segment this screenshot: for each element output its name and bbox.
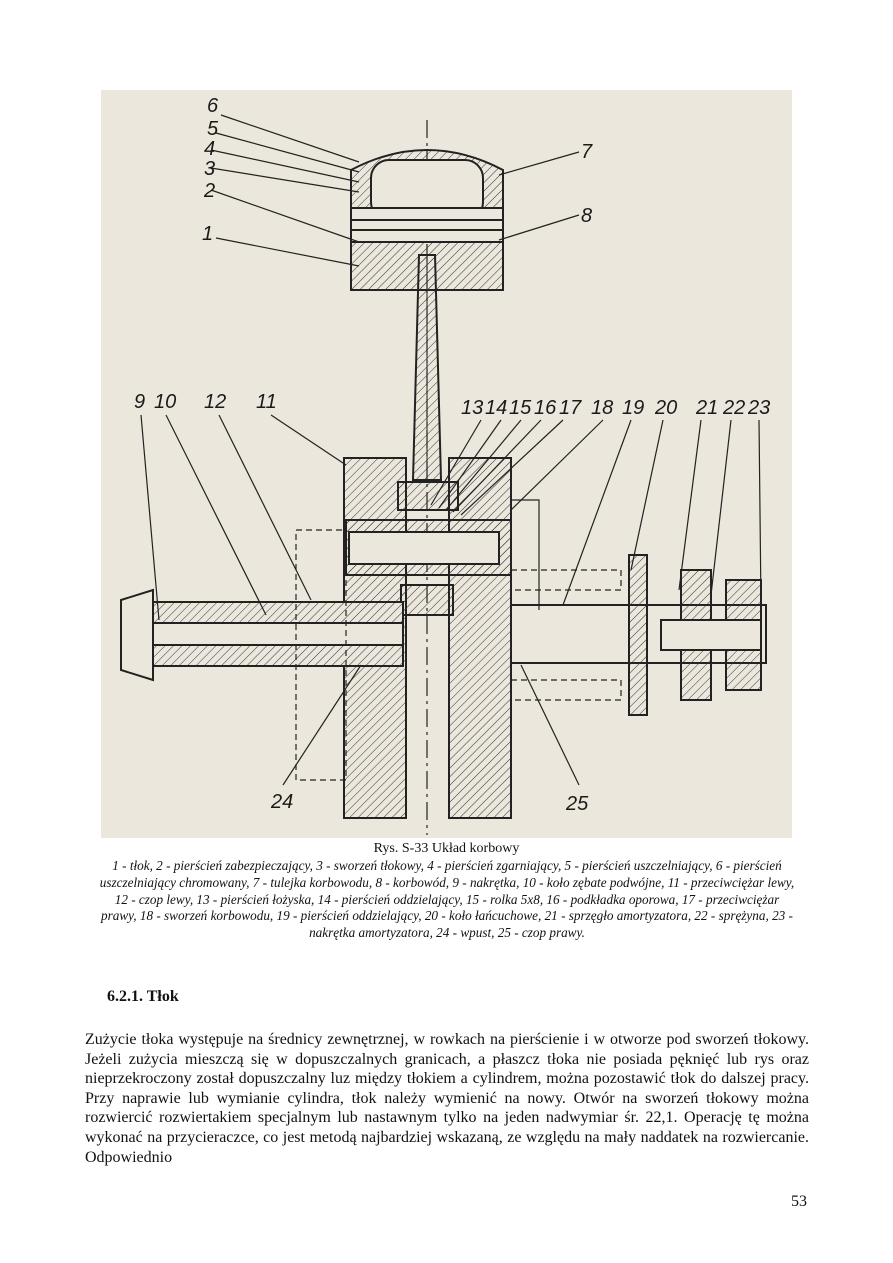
counterweight-right xyxy=(449,458,511,818)
label-19: 19 xyxy=(622,397,645,419)
page-number: 53 xyxy=(791,1193,807,1210)
label-10: 10 xyxy=(154,391,177,413)
label-12: 12 xyxy=(204,391,227,413)
crank-assembly-drawing xyxy=(101,90,792,838)
label-5: 5 xyxy=(207,118,219,140)
label-14: 14 xyxy=(485,397,508,419)
label-18: 18 xyxy=(591,397,614,419)
section-heading: 6.2.1. Tłok xyxy=(107,988,179,1005)
label-8: 8 xyxy=(581,205,593,227)
label-20: 20 xyxy=(655,397,678,419)
label-7: 7 xyxy=(581,141,593,163)
label-11: 11 xyxy=(256,391,277,413)
figure-caption-title: Rys. S-33 Układ korbowy xyxy=(373,841,520,856)
technical-drawing xyxy=(101,90,792,838)
label-22: 22 xyxy=(723,397,746,419)
label-13: 13 xyxy=(461,397,484,419)
label-17: 17 xyxy=(559,397,582,419)
label-15: 15 xyxy=(509,397,532,419)
label-16: 16 xyxy=(534,397,557,419)
crank-pin xyxy=(349,532,499,564)
label-4: 4 xyxy=(204,138,216,160)
label-9: 9 xyxy=(134,391,146,413)
label-24: 24 xyxy=(271,791,294,813)
label-2: 2 xyxy=(204,180,216,202)
label-6: 6 xyxy=(207,95,219,117)
label-21: 21 xyxy=(696,397,719,419)
label-3: 3 xyxy=(204,158,216,180)
label-23: 23 xyxy=(748,397,771,419)
label-1: 1 xyxy=(202,223,214,245)
figure-caption-legend: 1 - tłok, 2 - pierścień zabezpieczający, 3 - sworzeń tłokowy, 4 - pierścień zgarniający, 5 - pierścień uszczelniający, 6 - pierścień uszczelniający chromowany, 7 - tulejka korbowodu, 8 - korbowód, 9 - nakrętka, 10 - koło zębate podwójne, 11 - przeciwciężar lewy, 12 - czop lewy, 13 - pierścień łożyska, 14 - pierścień oddzielający, 15 - rolka 5x8, 16 - podkładka oporowa, 17 - przeciwciężar prawy, 18 - sworzeń korbowodu, 19 - pierścień oddzielający, 20 - koło łańcuchowe, 21 - sprzęgło amortyzatora, 22 - sprężyna, 23 - nakrętka amortyzatora, 24 - wpust, 25 - czop prawy. xyxy=(99,858,795,941)
label-25: 25 xyxy=(566,793,589,815)
section-paragraph: Zużycie tłoka występuje na średnicy zewnętrznej, w rowkach na pierścienie i w otworze pod sworzeń tłokowy. Jeżeli zużycia mieszczą się w dopuszczalnych granicach, a płaszcz tłoka nie posiada pęknięć lub rys oraz nieprzekroczony został dopuszczalny luz między tłokiem a cylindrem, można pozostawić tłok do dalszej pracy. Przy naprawie lub wymianie cylindra, tłok należy wymienić na nowy. Otwór na sworzeń tłokowy można rozwiercić rozwiertakiem specjalnym lub nastawnym tylko na jeden nadwymiar śr. 22,1. Operację tę można wykonać na przycieraczce, co jest metodą najbardziej wskazaną, ze względu na mały naddatek na rozwiercanie. Odpowiednio xyxy=(85,1031,809,1166)
